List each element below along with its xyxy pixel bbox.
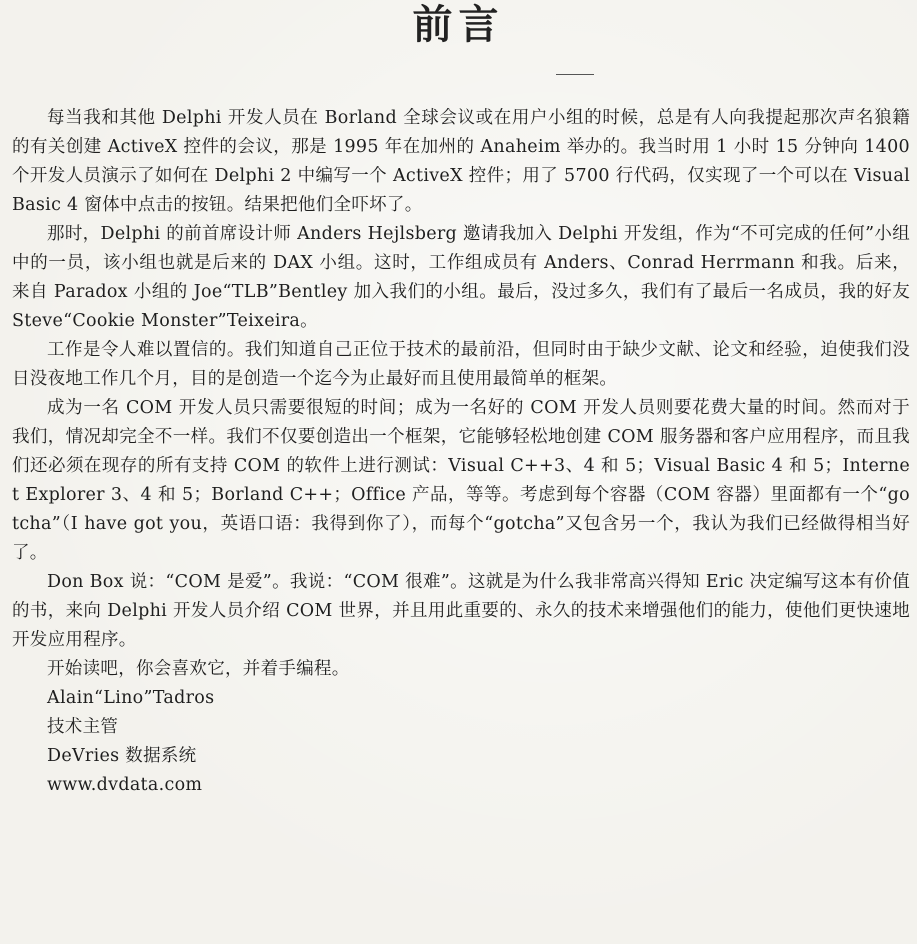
paragraph-1: 每当我和其他 Delphi 开发人员在 Borland 全球会议或在用户小组的时候，总是有人向我提起那次声名狼籍的有关创建 ActiveX 控件的会议，那是 1995 年在加州的 Anaheim 举办的。我当时用 1 小时 15 分钟向 1400 个开发人员演示了如何在 Delphi 2 中编写一个 ActiveX 控件；用了 5700 行代码，仅实现了一个可以在 Visual Basic 4 窗体中点击的按钮。结果把他们全吓坏了。 <box>12 108 910 215</box>
signature-block <box>12 655 910 800</box>
closing-line: 开始读吧，你会喜欢它，并着手编程。 <box>47 659 350 679</box>
title-underline <box>556 74 594 75</box>
signature-name: Alain“Lino”Tadros <box>47 688 215 708</box>
paragraph-5: Don Box 说：“COM 是爱”。我说：“COM 很难”。这就是为什么我非常高兴得知 Eric 决定编写这本有价值的书，来向 Delphi 开发人员介绍 COM 世界，并且用此重要的、永久的技术来增强他们的能力，使他们更快速地开发应用程序。 <box>12 572 910 650</box>
paragraph-4: 成为一名 COM 开发人员只需要很短的时间；成为一名好的 COM 开发人员则要花费大量的时间。然而对于我们，情况却完全不一样。我们不仅要创造出一个框架，它能够轻松地创建 COM 服务器和客户应用程序，而且我们还必须在现存的所有支持 COM 的软件上进行测试：Visual C++3、4 和 5；Visual Basic 4 和 5；Internet Explorer 3、4 和 5；Borland C++；Office 产品，等等。考虑到每个容器（COM 容器）里面都有一个“gotcha”（I have got you，英语口语：我得到你了），而每个“gotcha”又包含另一个，我认为我们已经做得相当好了。 <box>12 398 910 563</box>
signature-role: 技术主管 <box>47 717 119 737</box>
paragraph-3: 工作是令人难以置信的。我们知道自己正位于技术的最前沿，但同时由于缺少文献、论文和经验，迫使我们没日没夜地工作几个月，目的是创造一个迄今为止最好而且使用最简单的框架。 <box>12 340 910 389</box>
preface-body <box>12 104 910 800</box>
paragraph-2: 那时，Delphi 的前首席设计师 Anders Hejlsberg 邀请我加入 Delphi 开发组，作为“不可完成的任何”小组中的一员，该小组也就是后来的 DAX 小组。这时，工作组成员有 Anders、Conrad Herrmann 和我。后来，来自 Paradox 小组的 Joe“TLB”Bentley 加入我们的小组。最后，没过多久，我们有了最后一名成员，我的好友 Steve“Cookie Monster”Teixeira。 <box>12 224 910 331</box>
signature-company: DeVries 数据系统 <box>47 746 197 766</box>
page-title: 前言 <box>412 2 505 48</box>
signature-website: www.dvdata.com <box>47 775 203 795</box>
